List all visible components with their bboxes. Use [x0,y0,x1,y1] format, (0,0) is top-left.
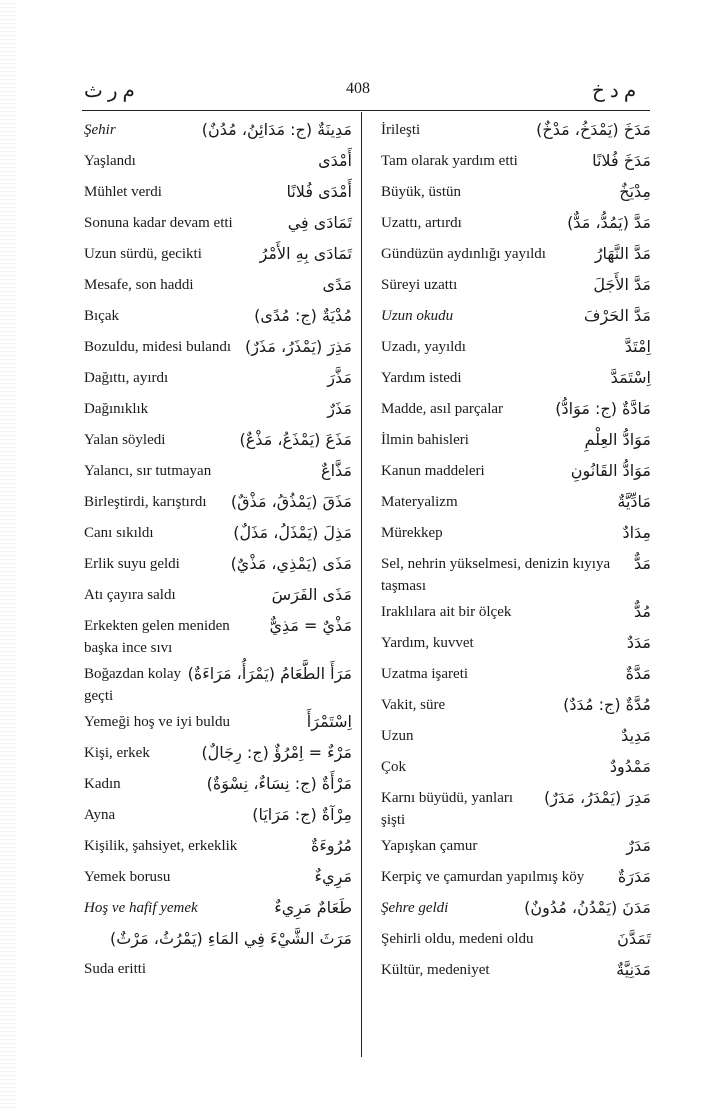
dictionary-entry [84,239,352,270]
arabic-headword: مَوَادُّ العِلْمِ [582,426,651,454]
dictionary-entry [84,659,352,707]
dictionary-entry [84,146,352,177]
turkish-gloss: Şehir [84,122,116,138]
arabic-headword: أَمْدَى فُلانًا [283,178,352,206]
turkish-gloss: Dağınıklık [84,401,149,417]
arabic-headword: مِدْيَخٌ [616,178,651,206]
arabic-headword: مَدِينَةٌ (ج: مَدَائِنُ، مُدُنٌ) [199,116,352,144]
arabic-headword: مَرِيءٌ [312,863,352,891]
arabic-headword: مَرْءٌ = اِمْرُؤٌ (ج: رِجَالٌ) [198,739,352,767]
arabic-headword: مَوَادُّ القَانُونِ [568,457,651,485]
arabic-headword: مَرَأَ الطَّعَامُ (يَمْرَأُ، مَرَاءَةٌ) [185,660,352,688]
dictionary-entry [381,783,651,831]
right-column [381,115,651,986]
turkish-gloss: Materyalizm [381,494,458,510]
dictionary-entry [381,239,651,270]
arabic-headword: مَدِرَ (يَمْدَرُ، مَدَرٌ) [541,784,651,812]
dictionary-entry [84,769,352,800]
dictionary-entry [381,301,651,332]
dictionary-entry [84,115,352,146]
arabic-headword: مِدَادٌ [619,519,651,547]
turkish-gloss: Yalancı, sır tutmayan [84,463,212,479]
header-rule [82,110,650,111]
dictionary-entry [381,690,651,721]
turkish-gloss: Mürekkep [381,525,443,541]
arabic-headword: تَمَادَى بِهِ الأَمْرُ [257,240,352,268]
turkish-gloss: Suda eritti [84,961,147,977]
arabic-headword: طَعَامٌ مَرِيءٌ [271,894,352,922]
arabic-headword: مَدَدٌ [624,629,651,657]
turkish-gloss: Uzatma işareti [381,666,469,682]
turkish-gloss: Kişi, erkek [84,745,150,761]
dictionary-entry [381,549,651,597]
arabic-headword: مُرُوءَةٌ [308,832,352,860]
dictionary-entry [381,721,651,752]
turkish-gloss: Erlik suyu geldi [84,556,180,572]
page-header [0,78,725,108]
page-edge-texture [0,0,16,1108]
dictionary-entry [84,611,352,659]
dictionary-entry [381,518,651,549]
dictionary-entry [84,549,352,580]
dictionary-entry [84,270,352,301]
arabic-headword: مُدْيَةٌ (ج: مُدًى) [251,302,352,330]
dictionary-entry [84,862,352,893]
arabic-headword: مَذَعَ (يَمْذَعُ، مَذْعٌ) [237,426,353,454]
arabic-headword: مَذَى الفَرَسَ [269,581,352,609]
header-right-letters: م د خ [592,80,637,102]
arabic-headword: اِسْتَمَدَّ [608,364,651,392]
dictionary-entry [381,955,651,986]
header-left-letters: م ر ث [84,80,135,102]
dictionary-entry [381,659,651,690]
dictionary-entry [84,301,352,332]
dictionary-entry [381,597,651,628]
turkish-gloss: Yemek borusu [84,869,171,885]
arabic-headword: مَدَّ (يَمُدُّ، مَدٌّ) [564,209,651,237]
turkish-gloss: Bozuldu, midesi bulandı [84,339,232,355]
turkish-gloss: Bıçak [84,308,119,324]
dictionary-entry [84,707,352,738]
arabic-headword: مَذْيٌ = مَذِيٌّ [266,612,352,640]
turkish-gloss: Kanun maddeleri [381,463,485,479]
arabic-headword-fullline: مَرَثَ الشَّيْءَ فِي المَاءِ (يَمْرُثُ، مَرْثٌ) [110,929,352,948]
dictionary-entry [381,270,651,301]
dictionary-entry [84,363,352,394]
turkish-gloss: Sonuna kadar devam etti [84,215,233,231]
arabic-headword: مَذِلَ (يَمْذَلُ، مَذَلٌ) [230,519,352,547]
turkish-gloss: Erkekten gelen meniden başka ince sıvı [84,618,230,656]
arabic-headword: مَدَنِيَّةٌ [613,956,651,984]
dictionary-entry [84,800,352,831]
turkish-gloss: Çok [381,759,407,775]
arabic-headword: مَذِرَ (يَمْذَرُ، مَذَرٌ) [242,333,352,361]
turkish-gloss: İlmin bahisleri [381,432,469,448]
dictionary-entry [84,487,352,518]
turkish-gloss: Süreyi uzattı [381,277,458,293]
arabic-headword: مَادِّيَّةٌ [614,488,651,516]
arabic-headword: مَذَى (يَمْذِي، مَذْيٌ) [228,550,352,578]
turkish-gloss: Yalan söyledi [84,432,166,448]
arabic-headword: مُدٌّ [631,598,651,626]
dictionary-entry [381,924,651,955]
turkish-gloss: Kadın [84,776,121,792]
arabic-headword: مَدًى [320,271,353,299]
dictionary-entry [381,487,651,518]
dictionary-entry [381,177,651,208]
turkish-gloss: Uzattı, artırdı [381,215,462,231]
dictionary-entry [381,394,651,425]
dictionary-entry [381,628,651,659]
dictionary-entry [84,332,352,363]
turkish-gloss: Yapışkan çamur [381,838,478,854]
turkish-gloss: Boğazdan kolay geçti [84,666,182,704]
dictionary-entry [381,752,651,783]
dictionary-entry [84,456,352,487]
arabic-headword: مَدَنَ (يَمْدُنُ، مُدُونٌ) [521,894,651,922]
dictionary-entry [381,456,651,487]
arabic-headword: مَمْدُودٌ [607,753,651,781]
dictionary-entry [381,208,651,239]
arabic-headword: مَدَرٌ [623,832,651,860]
dictionary-entry [84,208,352,239]
turkish-gloss: Yardım istedi [381,370,462,386]
dictionary-entry [381,332,651,363]
dictionary-entry [84,518,352,549]
turkish-gloss: Büyük, üstün [381,184,462,200]
turkish-gloss: Sel, nehrin yükselmesi, denizin kıyıya taşması [381,556,611,594]
arabic-headword: مُدَّةٌ (ج: مُدَدٌ) [560,691,651,719]
turkish-gloss: Hoş ve hafif yemek [84,900,198,916]
turkish-gloss: Uzadı, yayıldı [381,339,466,355]
arabic-headword: مَدَّةٌ [623,660,651,688]
turkish-gloss: Dağıttı, ayırdı [84,370,169,386]
turkish-gloss: Madde, asıl parçalar [381,401,504,417]
dictionary-entry [381,862,651,893]
dictionary-entry [84,738,352,769]
turkish-gloss: Gündüzün aydınlığı yayıldı [381,246,546,262]
turkish-gloss: İrileşti [381,122,421,138]
column-divider [361,112,362,1057]
arabic-headword: مَادَّةٌ (ج: مَوَادُّ) [552,395,651,423]
arabic-headword: مَدَّ النَّهَارُ [592,240,651,268]
turkish-gloss: Yaşlandı [84,153,136,169]
turkish-gloss: Vakit, süre [381,697,446,713]
arabic-headword: مَذَّاعٌ [318,457,352,485]
arabic-headword: مَذَقَ (يَمْذُقُ، مَذْقٌ) [228,488,352,516]
arabic-headword: مِرْآةٌ (ج: مَرَايَا) [249,801,352,829]
turkish-gloss: Mesafe, son haddi [84,277,194,293]
arabic-headword: اِمْتَدَّ [622,333,651,361]
turkish-gloss: Atı çayıra saldı [84,587,176,603]
turkish-gloss: Karnı büyüdü, yanları şişti [381,790,514,828]
dictionary-entry [84,831,352,862]
turkish-gloss: Birleştirdi, karıştırdı [84,494,207,510]
turkish-gloss: Yemeği hoş ve iyi buldu [84,714,230,730]
turkish-gloss: Canı sıkıldı [84,525,154,541]
dictionary-entry [381,363,651,394]
dictionary-entry [84,893,352,924]
turkish-gloss: Şehirli oldu, medeni oldu [381,931,534,947]
arabic-headword: مَدَخَ فُلانًا [589,147,651,175]
arabic-headword: مَدَرَةٌ [615,863,651,891]
turkish-gloss: Tam olarak yardım etti [381,153,518,169]
page-number: 408 [346,80,370,97]
dictionary-entry [381,831,651,862]
turkish-gloss: Şehre geldi [381,900,449,916]
dictionary-entry [381,425,651,456]
dictionary-entry [84,177,352,208]
arabic-headword: مَدِيدٌ [618,722,651,750]
dictionary-entry [381,146,651,177]
arabic-headword: مَدَخَ (يَمْدَخُ، مَدْخٌ) [533,116,651,144]
turkish-gloss: Mühlet verdi [84,184,162,200]
dictionary-entry [84,580,352,611]
turkish-gloss: Uzun okudu [381,308,454,324]
arabic-headword: أَمْدَى [315,147,352,175]
turkish-gloss: Ayna [84,807,116,823]
left-column [84,115,352,985]
turkish-gloss: Iraklılara ait bir ölçek [381,604,512,620]
turkish-gloss: Kerpiç ve çamurdan yapılmış köy [381,869,585,885]
arabic-headword: مَرْأَةٌ (ج: نِسَاءٌ، نِسْوَةٌ) [204,770,352,798]
turkish-gloss: Uzun [381,728,414,744]
dictionary-entry [381,115,651,146]
arabic-headword: تَمَدَّنَ [614,925,651,953]
turkish-gloss: Kültür, medeniyet [381,962,490,978]
arabic-headword: مَدٌّ [631,550,651,578]
arabic-headword: مَذَّرَ [324,364,352,392]
arabic-headword: تَمَادَى فِي [285,209,352,237]
turkish-gloss: Kişilik, şahsiyet, erkeklik [84,838,238,854]
turkish-gloss: Yardım, kuvvet [381,635,474,651]
dictionary-entry [84,394,352,425]
arabic-headword: مَدَّ الأَجَلَ [590,271,651,299]
arabic-headword: اِسْتَمْرَأَ [304,708,352,736]
arabic-headword: مَذَرٌ [324,395,352,423]
dictionary-entry [84,425,352,456]
dictionary-entry [381,893,651,924]
arabic-headword: مَدَّ الحَرْفَ [581,302,651,330]
turkish-gloss: Uzun sürdü, gecikti [84,246,202,262]
